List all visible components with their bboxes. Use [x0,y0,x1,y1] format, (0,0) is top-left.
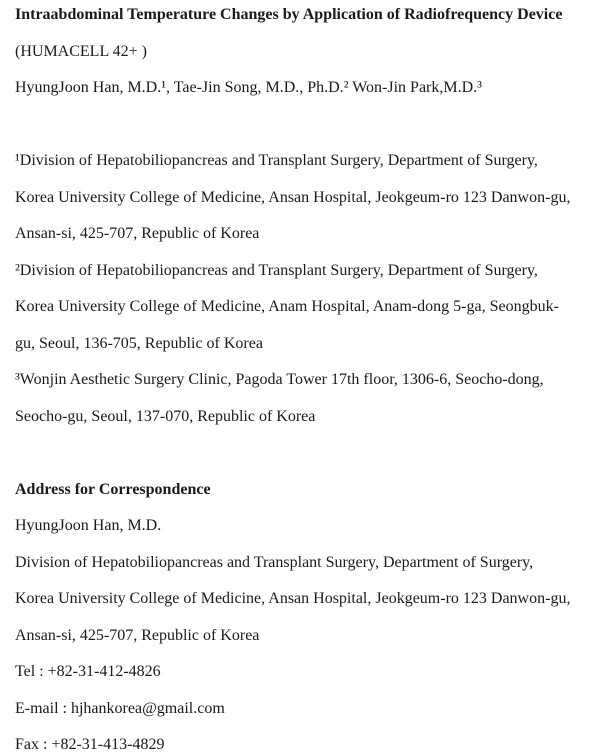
affiliation-2-line-1: ²Division of Hepatobiliopancreas and Transplant Surgery, Department of Surgery, [15,261,538,279]
authors-line: HyungJoon Han, M.D.¹, Tae-Jin Song, M.D., Ph.D.² Won-Jin Park,M.D.³ [15,79,482,96]
correspondence-address-line-1: Division of Hepatobiliopancreas and Transplant Surgery, Department of Surgery, [15,553,534,571]
correspondence-name: HyungJoon Han, M.D. [15,517,162,534]
affiliation-1 [15,143,585,253]
affiliation-1-line-3: Ansan-si, 425-707, Republic of Korea [15,225,260,242]
correspondence-address-line-2: Korea University College of Medicine, Ansan Hospital, Jeokgeum-ro 123 Danwon-gu, [15,590,571,607]
affiliation-1-line-2: Korea University College of Medicine, Ansan Hospital, Jeokgeum-ro 123 Danwon-gu, [15,188,571,206]
correspondence-address-line-3: Ansan-si, 425-707, Republic of Korea [15,626,260,644]
affiliation-1-line-1: ¹Division of Hepatobiliopancreas and Transplant Surgery, Department of Surgery, [15,152,538,169]
affiliation-3-line-2: Seocho-gu, Seoul, 137-070, Republic of Korea [15,407,316,425]
correspondence-tel: Tel : +82-31-412-4826 [15,663,161,680]
correspondence-email: E-mail : hjhankorea@gmail.com [15,699,225,717]
affiliation-3 [15,362,585,435]
affiliation-3-line-1: ³Wonjin Aesthetic Surgery Clinic, Pagoda Tower 17th floor, 1306-6, Seocho-dong, [15,371,544,388]
correspondence-fax: Fax : +82-31-413-4829 [15,736,165,751]
affiliation-2 [15,253,585,363]
paper-title-line-2: (HUMACELL 42+ ) [15,42,147,60]
blank-line-1 [15,107,585,144]
blank-line-2 [15,435,585,472]
correspondence-heading: Address for Correspondence [15,480,211,498]
affiliation-2-line-2: Korea University College of Medicine, Anam Hospital, Anam-dong 5-ga, Seongbuk- [15,298,559,315]
paper-title-line-1: Intraabdominal Temperature Changes by Application of Radiofrequency Device [15,6,563,23]
affiliation-2-line-3: gu, Seoul, 136-705, Republic of Korea [15,334,263,352]
correspondence-section [15,472,585,752]
